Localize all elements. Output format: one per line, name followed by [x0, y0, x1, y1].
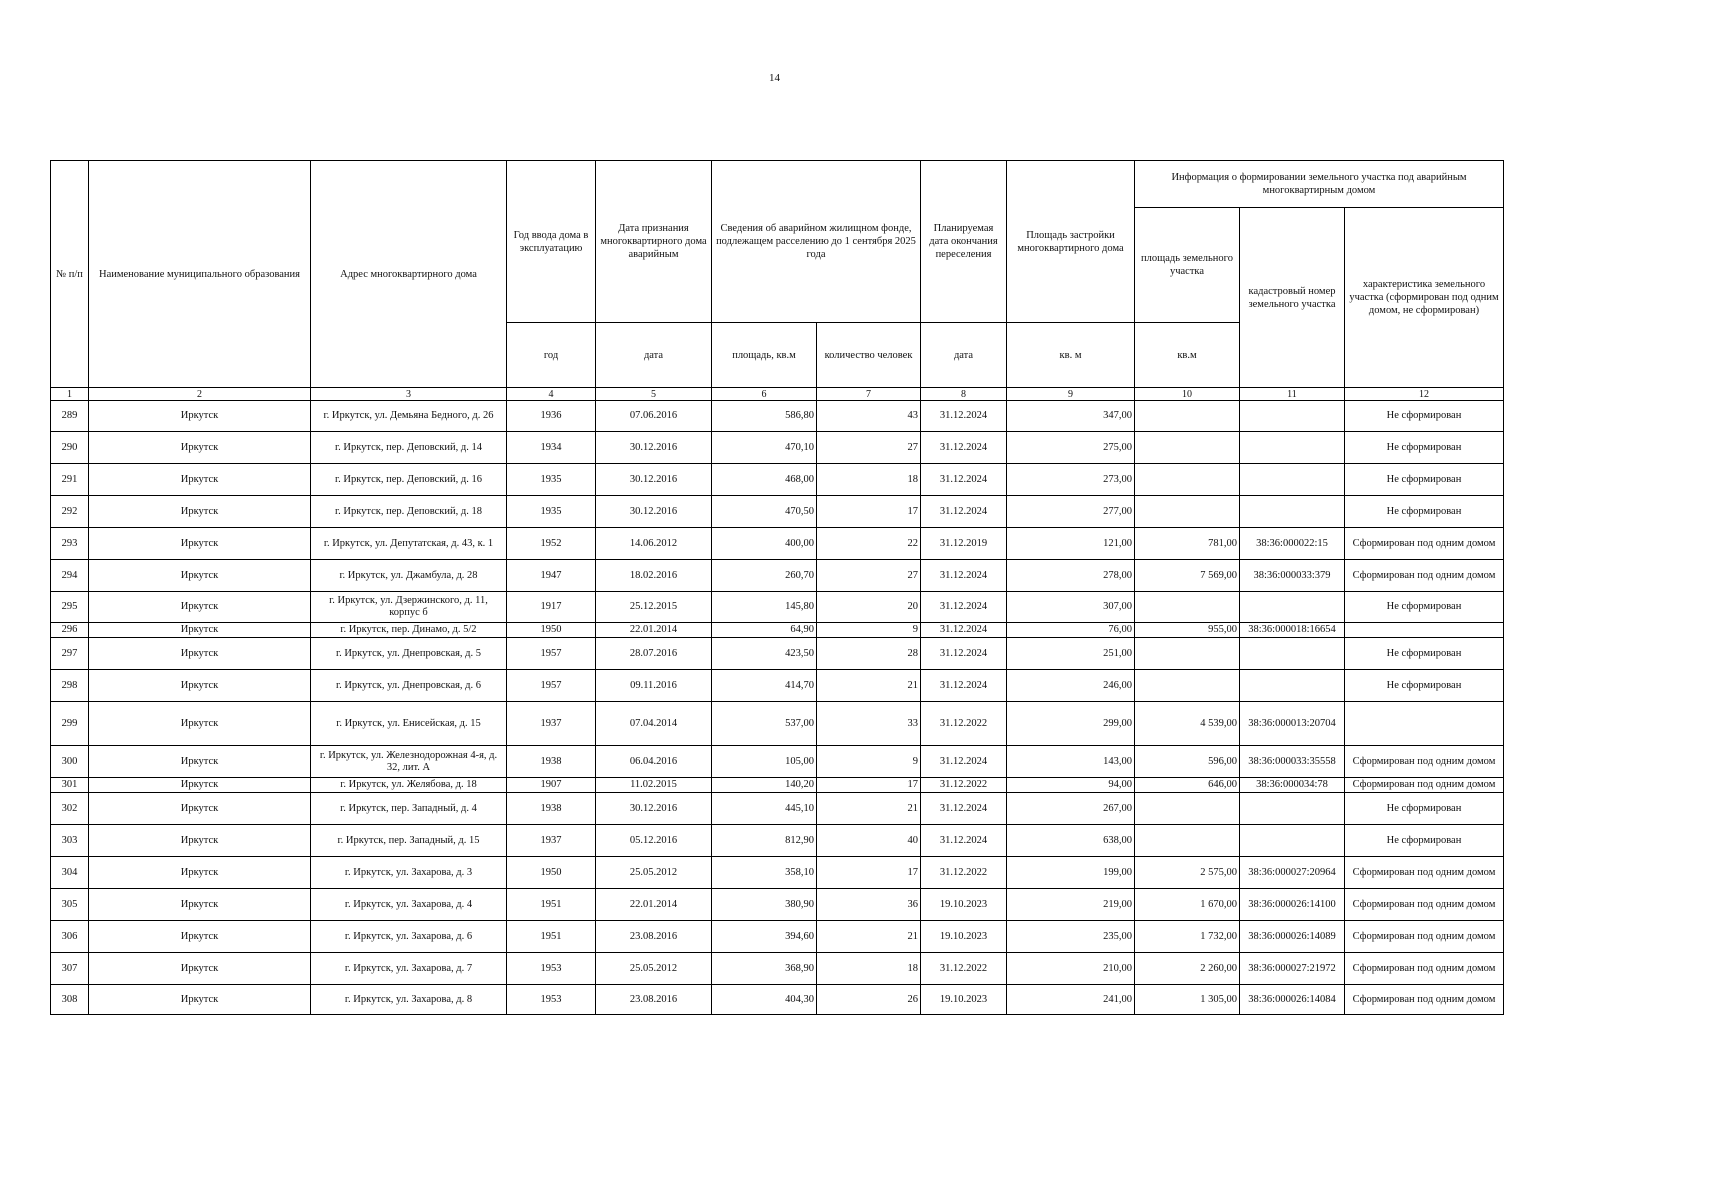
- cell-year: 1952: [507, 528, 596, 560]
- cell-cadastral-number: 38:36:000027:21972: [1240, 953, 1345, 985]
- cell-cadastral-number: 38:36:000027:20964: [1240, 857, 1345, 889]
- cell-area: 586,80: [712, 401, 817, 432]
- cell-planned-date: 31.12.2022: [921, 857, 1007, 889]
- cell-people: 22: [817, 528, 921, 560]
- cell-land-area: 1 305,00: [1135, 985, 1240, 1015]
- cell-people: 27: [817, 432, 921, 464]
- cell-building-area: 241,00: [1007, 985, 1135, 1015]
- cell-recognition-date: 25.12.2015: [596, 592, 712, 623]
- column-number: 5: [596, 388, 712, 401]
- cell-land-area: 4 539,00: [1135, 702, 1240, 746]
- header-col-land-area: площадь земельного участка: [1135, 208, 1240, 323]
- cell-recognition-date: 07.04.2014: [596, 702, 712, 746]
- cell-planned-date: 19.10.2023: [921, 889, 1007, 921]
- table-row: [51, 623, 1504, 638]
- cell-cadastral-number: 38:36:000013:20704: [1240, 702, 1345, 746]
- cell-area: 368,90: [712, 953, 817, 985]
- cell-recognition-date: 22.01.2014: [596, 889, 712, 921]
- cell-building-area: 251,00: [1007, 638, 1135, 670]
- cell-municipality: Иркутск: [89, 638, 311, 670]
- cell-year: 1957: [507, 670, 596, 702]
- cell-land-status: Сформирован под одним домом: [1345, 889, 1504, 921]
- header-col-fund: Сведения об аварийном жилищном фонде, подлежащем расселению до 1 сентября 2025 года: [712, 161, 921, 323]
- column-number: 2: [89, 388, 311, 401]
- cell-municipality: Иркутск: [89, 793, 311, 825]
- cell-address: г. Иркутск, ул. Демьяна Бедного, д. 26: [311, 401, 507, 432]
- cell-recognition-date: 23.08.2016: [596, 985, 712, 1015]
- cell-municipality: Иркутск: [89, 746, 311, 778]
- cell-municipality: Иркутск: [89, 702, 311, 746]
- cell-address: г. Иркутск, ул. Захарова, д. 7: [311, 953, 507, 985]
- cell-no: 293: [51, 528, 89, 560]
- cell-recognition-date: 28.07.2016: [596, 638, 712, 670]
- cell-cadastral-number: 38:36:000022:15: [1240, 528, 1345, 560]
- cell-recognition-date: 30.12.2016: [596, 464, 712, 496]
- table-row: [51, 778, 1504, 793]
- cell-land-area: [1135, 638, 1240, 670]
- cell-municipality: Иркутск: [89, 670, 311, 702]
- cell-area: 105,00: [712, 746, 817, 778]
- cell-year: 1917: [507, 592, 596, 623]
- cell-no: 303: [51, 825, 89, 857]
- cell-planned-date: 31.12.2019: [921, 528, 1007, 560]
- cell-municipality: Иркутск: [89, 778, 311, 793]
- cell-land-area: [1135, 432, 1240, 464]
- cell-year: 1950: [507, 623, 596, 638]
- cell-municipality: Иркутск: [89, 825, 311, 857]
- cell-recognition-date: 25.05.2012: [596, 857, 712, 889]
- table-row: [51, 670, 1504, 702]
- cell-land-status: Сформирован под одним домом: [1345, 528, 1504, 560]
- header-col-land-info: Информация о формировании земельного участка под аварийным многоквартирным домом: [1135, 161, 1504, 208]
- cell-recognition-date: 09.11.2016: [596, 670, 712, 702]
- cell-no: 290: [51, 432, 89, 464]
- cell-land-status: Не сформирован: [1345, 592, 1504, 623]
- cell-area: 470,50: [712, 496, 817, 528]
- cell-building-area: 278,00: [1007, 560, 1135, 592]
- cell-municipality: Иркутск: [89, 921, 311, 953]
- header-unit-building: кв. м: [1007, 323, 1135, 388]
- cell-land-status: Не сформирован: [1345, 401, 1504, 432]
- cell-no: 297: [51, 638, 89, 670]
- cell-no: 300: [51, 746, 89, 778]
- table-row: [51, 592, 1504, 623]
- column-number: 9: [1007, 388, 1135, 401]
- cell-building-area: 210,00: [1007, 953, 1135, 985]
- cell-no: 294: [51, 560, 89, 592]
- table-header: [51, 161, 1504, 401]
- cell-no: 296: [51, 623, 89, 638]
- cell-cadastral-number: [1240, 670, 1345, 702]
- cell-land-area: [1135, 793, 1240, 825]
- cell-address: г. Иркутск, пер. Деповский, д. 16: [311, 464, 507, 496]
- cell-no: 302: [51, 793, 89, 825]
- cell-municipality: Иркутск: [89, 953, 311, 985]
- cell-land-area: [1135, 464, 1240, 496]
- cell-land-status: Не сформирован: [1345, 464, 1504, 496]
- cell-building-area: 246,00: [1007, 670, 1135, 702]
- header-col-address: Адрес многоквартирного дома: [311, 161, 507, 388]
- cell-building-area: 235,00: [1007, 921, 1135, 953]
- cell-cadastral-number: 38:36:000018:16654: [1240, 623, 1345, 638]
- cell-land-status: Сформирован под одним домом: [1345, 857, 1504, 889]
- header-col-municipality: Наименование муниципального образования: [89, 161, 311, 388]
- cell-planned-date: 31.12.2024: [921, 592, 1007, 623]
- cell-land-status: [1345, 623, 1504, 638]
- column-number: 6: [712, 388, 817, 401]
- cell-area: 400,00: [712, 528, 817, 560]
- cell-people: 27: [817, 560, 921, 592]
- cell-cadastral-number: 38:36:000026:14084: [1240, 985, 1345, 1015]
- cell-planned-date: 31.12.2024: [921, 560, 1007, 592]
- header-col-recognition: Дата признания многоквартирного дома аварийным: [596, 161, 712, 323]
- cell-area: 394,60: [712, 921, 817, 953]
- cell-no: 299: [51, 702, 89, 746]
- cell-land-area: 1 732,00: [1135, 921, 1240, 953]
- cell-land-area: [1135, 401, 1240, 432]
- cell-address: г. Иркутск, ул. Днепровская, д. 6: [311, 670, 507, 702]
- cell-area: 404,30: [712, 985, 817, 1015]
- cell-land-area: [1135, 592, 1240, 623]
- cell-address: г. Иркутск, ул. Захарова, д. 6: [311, 921, 507, 953]
- header-col-cadastral: кадастровый номер земельного участка: [1240, 208, 1345, 388]
- table-row: [51, 401, 1504, 432]
- cell-year: 1957: [507, 638, 596, 670]
- column-number-row: [51, 388, 1504, 401]
- cell-year: 1950: [507, 857, 596, 889]
- table-row: [51, 560, 1504, 592]
- cell-people: 18: [817, 953, 921, 985]
- cell-building-area: 143,00: [1007, 746, 1135, 778]
- cell-cadastral-number: 38:36:000034:78: [1240, 778, 1345, 793]
- header-col-land-char: характеристика земельного участка (сформирован под одним домом, не сформирован): [1345, 208, 1504, 388]
- cell-people: 36: [817, 889, 921, 921]
- cell-no: 307: [51, 953, 89, 985]
- table-row: [51, 921, 1504, 953]
- cell-people: 17: [817, 778, 921, 793]
- table-row: [51, 793, 1504, 825]
- cell-recognition-date: 25.05.2012: [596, 953, 712, 985]
- cell-cadastral-number: [1240, 793, 1345, 825]
- table-row: [51, 746, 1504, 778]
- column-number: 11: [1240, 388, 1345, 401]
- table-row: [51, 528, 1504, 560]
- cell-recognition-date: 30.12.2016: [596, 432, 712, 464]
- header-unit-year: год: [507, 323, 596, 388]
- cell-land-status: Не сформирован: [1345, 432, 1504, 464]
- cell-cadastral-number: [1240, 638, 1345, 670]
- cell-no: 306: [51, 921, 89, 953]
- cell-area: 423,50: [712, 638, 817, 670]
- column-number: 1: [51, 388, 89, 401]
- cell-land-status: Не сформирован: [1345, 638, 1504, 670]
- cell-land-status: Не сформирован: [1345, 793, 1504, 825]
- cell-municipality: Иркутск: [89, 560, 311, 592]
- cell-no: 308: [51, 985, 89, 1015]
- cell-land-status: Сформирован под одним домом: [1345, 746, 1504, 778]
- cell-address: г. Иркутск, ул. Захарова, д. 3: [311, 857, 507, 889]
- cell-land-area: [1135, 825, 1240, 857]
- cell-land-area: 596,00: [1135, 746, 1240, 778]
- cell-building-area: 638,00: [1007, 825, 1135, 857]
- cell-address: г. Иркутск, ул. Дзержинского, д. 11, корпус б: [311, 592, 507, 623]
- cell-address: г. Иркутск, ул. Железнодорожная 4-я, д. 32, лит. А: [311, 746, 507, 778]
- cell-address: г. Иркутск, ул. Депутатская, д. 43, к. 1: [311, 528, 507, 560]
- cell-year: 1938: [507, 793, 596, 825]
- cell-year: 1934: [507, 432, 596, 464]
- header-unit-people: количество человек: [817, 323, 921, 388]
- cell-year: 1938: [507, 746, 596, 778]
- cell-year: 1936: [507, 401, 596, 432]
- cell-planned-date: 31.12.2024: [921, 432, 1007, 464]
- cell-people: 33: [817, 702, 921, 746]
- header-unit-land: кв.м: [1135, 323, 1240, 388]
- cell-recognition-date: 18.02.2016: [596, 560, 712, 592]
- table-row: [51, 702, 1504, 746]
- cell-municipality: Иркутск: [89, 464, 311, 496]
- cell-address: г. Иркутск, пер. Западный, д. 4: [311, 793, 507, 825]
- cell-municipality: Иркутск: [89, 592, 311, 623]
- cell-building-area: 94,00: [1007, 778, 1135, 793]
- table-row: [51, 889, 1504, 921]
- cell-no: 305: [51, 889, 89, 921]
- cell-area: 260,70: [712, 560, 817, 592]
- cell-area: 537,00: [712, 702, 817, 746]
- cell-people: 20: [817, 592, 921, 623]
- column-number: 7: [817, 388, 921, 401]
- column-number: 10: [1135, 388, 1240, 401]
- cell-building-area: 267,00: [1007, 793, 1135, 825]
- cell-municipality: Иркутск: [89, 985, 311, 1015]
- column-number: 8: [921, 388, 1007, 401]
- cell-area: 358,10: [712, 857, 817, 889]
- cell-planned-date: 31.12.2024: [921, 638, 1007, 670]
- cell-address: г. Иркутск, ул. Желябова, д. 18: [311, 778, 507, 793]
- cell-land-area: 7 569,00: [1135, 560, 1240, 592]
- cell-year: 1947: [507, 560, 596, 592]
- cell-planned-date: 31.12.2024: [921, 793, 1007, 825]
- cell-land-status: Сформирован под одним домом: [1345, 921, 1504, 953]
- cell-land-area: [1135, 670, 1240, 702]
- cell-area: 468,00: [712, 464, 817, 496]
- cell-year: 1951: [507, 889, 596, 921]
- cell-area: 414,70: [712, 670, 817, 702]
- cell-recognition-date: 07.06.2016: [596, 401, 712, 432]
- cell-building-area: 347,00: [1007, 401, 1135, 432]
- cell-land-status: Сформирован под одним домом: [1345, 560, 1504, 592]
- cell-land-status: Не сформирован: [1345, 670, 1504, 702]
- cell-year: 1937: [507, 825, 596, 857]
- cell-address: г. Иркутск, ул. Днепровская, д. 5: [311, 638, 507, 670]
- cell-planned-date: 31.12.2022: [921, 702, 1007, 746]
- cell-land-area: 2 260,00: [1135, 953, 1240, 985]
- cell-recognition-date: 06.04.2016: [596, 746, 712, 778]
- cell-address: г. Иркутск, пер. Деповский, д. 14: [311, 432, 507, 464]
- cell-address: г. Иркутск, пер. Западный, д. 15: [311, 825, 507, 857]
- cell-no: 292: [51, 496, 89, 528]
- cell-planned-date: 31.12.2024: [921, 670, 1007, 702]
- cell-people: 18: [817, 464, 921, 496]
- cell-municipality: Иркутск: [89, 857, 311, 889]
- table-row: [51, 496, 1504, 528]
- cell-planned-date: 31.12.2024: [921, 464, 1007, 496]
- header-col-planned: Планируемая дата окончания переселения: [921, 161, 1007, 323]
- cell-people: 21: [817, 670, 921, 702]
- cell-cadastral-number: [1240, 592, 1345, 623]
- cell-land-status: Сформирован под одним домом: [1345, 778, 1504, 793]
- cell-planned-date: 19.10.2023: [921, 985, 1007, 1015]
- cell-year: 1953: [507, 953, 596, 985]
- cell-recognition-date: 22.01.2014: [596, 623, 712, 638]
- cell-planned-date: 31.12.2024: [921, 623, 1007, 638]
- cell-no: 291: [51, 464, 89, 496]
- cell-cadastral-number: [1240, 464, 1345, 496]
- cell-planned-date: 31.12.2022: [921, 953, 1007, 985]
- header-col-no: № п/п: [51, 161, 89, 388]
- cell-address: г. Иркутск, ул. Захарова, д. 8: [311, 985, 507, 1015]
- cell-building-area: 219,00: [1007, 889, 1135, 921]
- cell-year: 1907: [507, 778, 596, 793]
- cell-people: 40: [817, 825, 921, 857]
- cell-building-area: 299,00: [1007, 702, 1135, 746]
- cell-recognition-date: 11.02.2015: [596, 778, 712, 793]
- table-row: [51, 985, 1504, 1015]
- cell-people: 21: [817, 793, 921, 825]
- cell-municipality: Иркутск: [89, 528, 311, 560]
- cell-building-area: 277,00: [1007, 496, 1135, 528]
- cell-address: г. Иркутск, ул. Джамбула, д. 28: [311, 560, 507, 592]
- cell-land-status: Не сформирован: [1345, 825, 1504, 857]
- cell-cadastral-number: 38:36:000026:14089: [1240, 921, 1345, 953]
- table-body: [51, 401, 1504, 1015]
- cell-year: 1937: [507, 702, 596, 746]
- cell-land-area: [1135, 496, 1240, 528]
- cell-cadastral-number: 38:36:000033:379: [1240, 560, 1345, 592]
- column-number: 4: [507, 388, 596, 401]
- column-number: 3: [311, 388, 507, 401]
- cell-cadastral-number: 38:36:000026:14100: [1240, 889, 1345, 921]
- cell-recognition-date: 05.12.2016: [596, 825, 712, 857]
- cell-area: 64,90: [712, 623, 817, 638]
- cell-land-status: Не сформирован: [1345, 496, 1504, 528]
- emergency-housing-table: [50, 160, 1504, 1015]
- table-row: [51, 432, 1504, 464]
- cell-cadastral-number: [1240, 401, 1345, 432]
- cell-recognition-date: 30.12.2016: [596, 496, 712, 528]
- cell-building-area: 76,00: [1007, 623, 1135, 638]
- cell-cadastral-number: 38:36:000033:35558: [1240, 746, 1345, 778]
- cell-planned-date: 31.12.2024: [921, 496, 1007, 528]
- cell-recognition-date: 23.08.2016: [596, 921, 712, 953]
- header-unit-planned: дата: [921, 323, 1007, 388]
- cell-land-area: 646,00: [1135, 778, 1240, 793]
- cell-address: г. Иркутск, ул. Енисейская, д. 15: [311, 702, 507, 746]
- cell-address: г. Иркутск, пер. Динамо, д. 5/2: [311, 623, 507, 638]
- cell-year: 1953: [507, 985, 596, 1015]
- cell-year: 1951: [507, 921, 596, 953]
- cell-no: 298: [51, 670, 89, 702]
- cell-land-area: 781,00: [1135, 528, 1240, 560]
- cell-building-area: 273,00: [1007, 464, 1135, 496]
- cell-year: 1935: [507, 464, 596, 496]
- cell-building-area: 275,00: [1007, 432, 1135, 464]
- column-number: 12: [1345, 388, 1504, 401]
- cell-cadastral-number: [1240, 432, 1345, 464]
- table-row: [51, 638, 1504, 670]
- cell-planned-date: 19.10.2023: [921, 921, 1007, 953]
- cell-people: 17: [817, 857, 921, 889]
- cell-no: 289: [51, 401, 89, 432]
- header-unit-area: площадь, кв.м: [712, 323, 817, 388]
- cell-land-status: Сформирован под одним домом: [1345, 953, 1504, 985]
- cell-no: 304: [51, 857, 89, 889]
- cell-area: 145,80: [712, 592, 817, 623]
- cell-cadastral-number: [1240, 496, 1345, 528]
- cell-people: 43: [817, 401, 921, 432]
- cell-people: 17: [817, 496, 921, 528]
- cell-recognition-date: 30.12.2016: [596, 793, 712, 825]
- cell-building-area: 307,00: [1007, 592, 1135, 623]
- page-number: 14: [769, 72, 780, 84]
- cell-address: г. Иркутск, ул. Захарова, д. 4: [311, 889, 507, 921]
- cell-area: 445,10: [712, 793, 817, 825]
- cell-planned-date: 31.12.2024: [921, 825, 1007, 857]
- table-row: [51, 464, 1504, 496]
- cell-no: 295: [51, 592, 89, 623]
- cell-municipality: Иркутск: [89, 496, 311, 528]
- cell-land-status: Сформирован под одним домом: [1345, 985, 1504, 1015]
- cell-building-area: 121,00: [1007, 528, 1135, 560]
- cell-area: 140,20: [712, 778, 817, 793]
- cell-area: 470,10: [712, 432, 817, 464]
- cell-planned-date: 31.12.2024: [921, 746, 1007, 778]
- cell-people: 28: [817, 638, 921, 670]
- cell-municipality: Иркутск: [89, 889, 311, 921]
- cell-address: г. Иркутск, пер. Деповский, д. 18: [311, 496, 507, 528]
- table-row: [51, 953, 1504, 985]
- cell-cadastral-number: [1240, 825, 1345, 857]
- header-unit-date: дата: [596, 323, 712, 388]
- cell-municipality: Иркутск: [89, 623, 311, 638]
- cell-municipality: Иркутск: [89, 432, 311, 464]
- cell-people: 21: [817, 921, 921, 953]
- table-row: [51, 857, 1504, 889]
- cell-planned-date: 31.12.2022: [921, 778, 1007, 793]
- table-row: [51, 825, 1504, 857]
- cell-no: 301: [51, 778, 89, 793]
- cell-municipality: Иркутск: [89, 401, 311, 432]
- header-col-year: Год ввода дома в эксплуатацию: [507, 161, 596, 323]
- cell-recognition-date: 14.06.2012: [596, 528, 712, 560]
- cell-land-area: 2 575,00: [1135, 857, 1240, 889]
- cell-land-status: [1345, 702, 1504, 746]
- cell-year: 1935: [507, 496, 596, 528]
- header-col-building-area: Площадь застройки многоквартирного дома: [1007, 161, 1135, 323]
- cell-area: 812,90: [712, 825, 817, 857]
- cell-building-area: 199,00: [1007, 857, 1135, 889]
- cell-people: 26: [817, 985, 921, 1015]
- cell-people: 9: [817, 623, 921, 638]
- cell-land-area: 1 670,00: [1135, 889, 1240, 921]
- cell-area: 380,90: [712, 889, 817, 921]
- cell-land-area: 955,00: [1135, 623, 1240, 638]
- cell-people: 9: [817, 746, 921, 778]
- cell-planned-date: 31.12.2024: [921, 401, 1007, 432]
